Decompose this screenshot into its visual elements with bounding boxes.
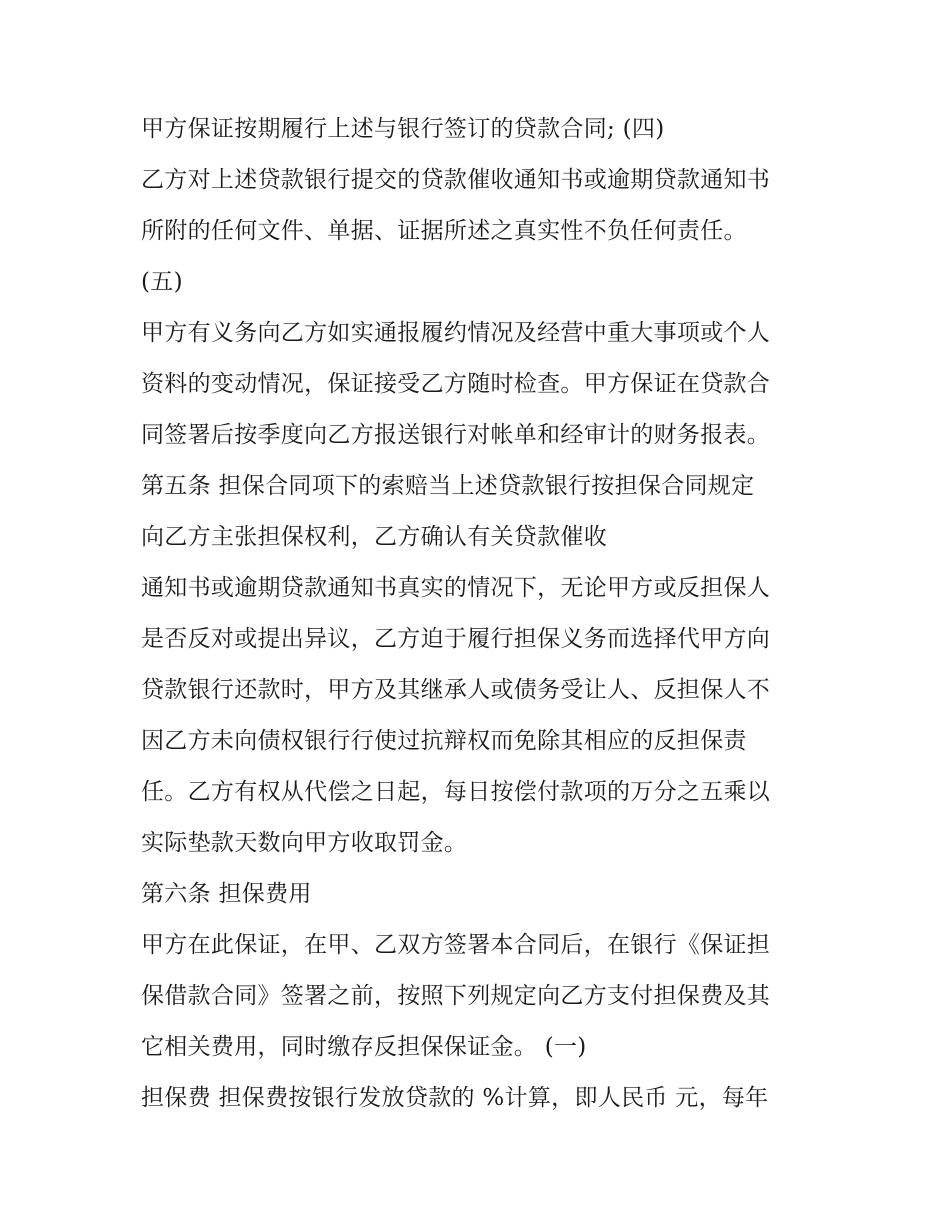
text-line: 任。乙方有权从代偿之日起，每日按偿付款项的万分之五乘以 <box>141 779 771 805</box>
article-heading-line: 第五条 担保合同项下的索赔当上述贷款银行按担保合同规定 <box>141 473 755 499</box>
text-line: 因乙方未向债权银行行使过抗辩权而免除其相应的反担保责 <box>141 728 747 754</box>
text-line: 向乙方主张担保权利，乙方确认有关贷款催收 <box>141 524 607 550</box>
text-line: 甲方在此保证，在甲、乙双方签署本合同后，在银行《保证担 <box>141 932 771 958</box>
text-line: 甲方保证按期履行上述与银行签订的贷款合同; (四) <box>141 116 665 142</box>
text-line: 它相关费用，同时缴存反担保保证金。 (一) <box>141 1034 587 1060</box>
article-heading-line: 第六条 担保费用 <box>141 881 312 907</box>
text-line: 是否反对或提出异议，乙方迫于履行担保义务而选择代甲方向 <box>141 626 771 652</box>
text-line: 乙方对上述贷款银行提交的贷款催收通知书或逾期贷款通知书 <box>141 167 771 193</box>
text-line: 保借款合同》签署之前，按照下列规定向乙方支付担保费及其 <box>141 983 771 1009</box>
text-line: 所附的任何文件、单据、证据所述之真实性不负任何责任。 <box>141 218 747 244</box>
text-line: 实际垫款天数向甲方收取罚金。 <box>141 830 468 856</box>
contract-text-block <box>141 104 831 1124</box>
text-line: 通知书或逾期贷款通知书真实的情况下，无论甲方或反担保人 <box>141 575 771 601</box>
text-line: 资料的变动情况，保证接受乙方随时检查。甲方保证在贷款合 <box>141 371 771 397</box>
text-line: 担保费 担保费按银行发放贷款的 %计算，即人民币 元，每年 <box>141 1085 769 1111</box>
text-line: 贷款银行还款时，甲方及其继承人或债务受让人、反担保人不 <box>141 677 771 703</box>
text-line: (五) <box>141 269 183 295</box>
text-line: 甲方有义务向乙方如实通报履约情况及经营中重大事项或个人 <box>141 320 771 346</box>
text-line: 同签署后按季度向乙方报送银行对帐单和经审计的财务报表。 <box>141 422 771 448</box>
